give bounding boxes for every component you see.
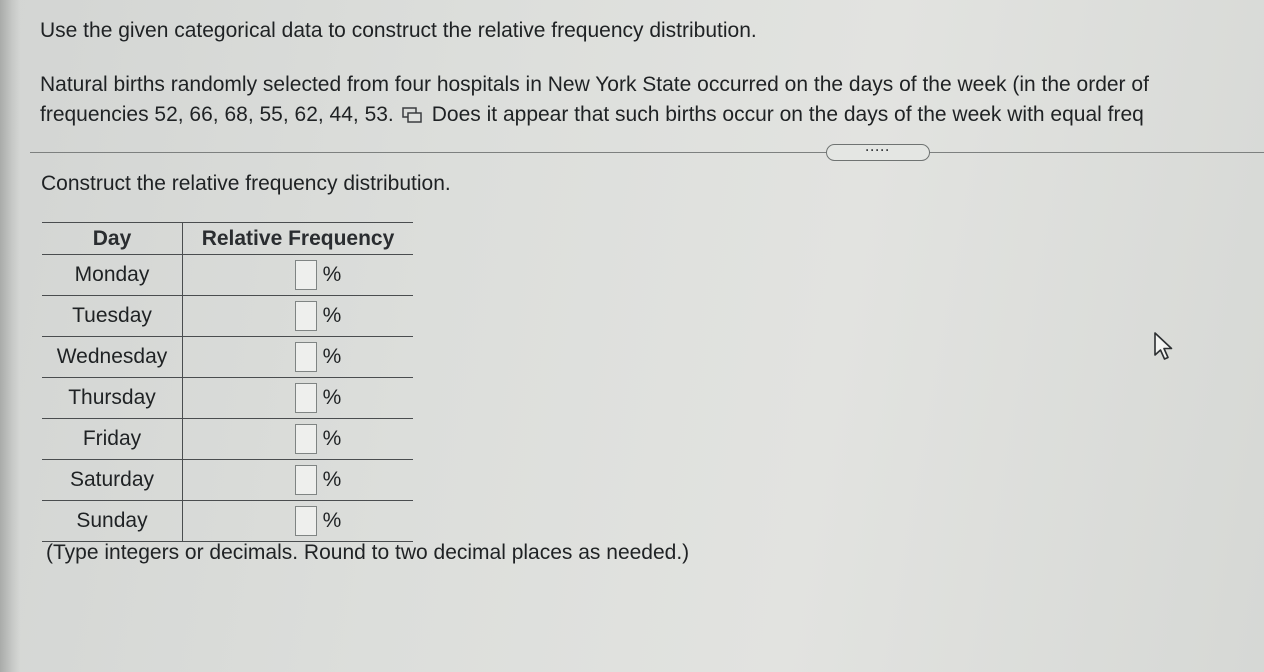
problem-question-text: Does it appear that such births occur on the days of the week with equal freq — [431, 103, 1144, 126]
section-divider — [30, 152, 1264, 153]
table-header-row — [42, 223, 413, 255]
problem-statement — [40, 70, 1264, 130]
answer-input-sunday[interactable] — [295, 506, 317, 536]
table-row — [42, 255, 413, 296]
frequency-cell — [183, 501, 414, 542]
header-relative-frequency: Relative Frequency — [183, 223, 414, 255]
percent-label: % — [322, 263, 342, 286]
day-cell: Thursday — [42, 378, 183, 419]
percent-label: % — [322, 468, 342, 491]
problem-line-2 — [40, 100, 1264, 130]
percent-label: % — [322, 509, 342, 532]
mouse-pointer-icon — [1152, 331, 1178, 361]
frequency-cell — [183, 460, 414, 501]
frequency-cell — [183, 378, 414, 419]
rounding-note: (Type integers or decimals. Round to two decimal places as needed.) — [46, 541, 690, 564]
frequency-cell — [183, 296, 414, 337]
copy-data-icon[interactable] — [402, 107, 422, 123]
frequency-cell — [183, 419, 414, 460]
answer-input-thursday[interactable] — [295, 383, 317, 413]
frequency-cell — [183, 255, 414, 296]
problem-line-1: Natural births randomly selected from four hospitals in New York State occurred on the days of the week (in the order of — [40, 73, 1149, 96]
table-row — [42, 460, 413, 501]
percent-label: % — [322, 345, 342, 368]
answer-input-wednesday[interactable] — [295, 342, 317, 372]
day-cell: Monday — [42, 255, 183, 296]
answer-input-tuesday[interactable] — [295, 301, 317, 331]
header-day: Day — [42, 223, 183, 255]
day-cell: Saturday — [42, 460, 183, 501]
answer-input-monday[interactable] — [295, 260, 317, 290]
day-cell: Sunday — [42, 501, 183, 542]
percent-label: % — [322, 304, 342, 327]
relative-frequency-table — [42, 222, 413, 542]
answer-input-friday[interactable] — [295, 424, 317, 454]
subprompt-text: Construct the relative frequency distribution. — [41, 172, 451, 195]
day-cell: Friday — [42, 419, 183, 460]
table-row — [42, 419, 413, 460]
day-cell: Tuesday — [42, 296, 183, 337]
screen-edge — [0, 0, 20, 672]
percent-label: % — [322, 386, 342, 409]
day-cell: Wednesday — [42, 337, 183, 378]
problem-frequencies-text: frequencies 52, 66, 68, 55, 62, 44, 53. — [40, 103, 394, 126]
answer-input-saturday[interactable] — [295, 465, 317, 495]
table-row — [42, 296, 413, 337]
instruction-text: Use the given categorical data to construct the relative frequency distribution. — [40, 19, 757, 42]
expand-button[interactable]: ····· — [826, 144, 930, 161]
table-row — [42, 378, 413, 419]
table-row — [42, 501, 413, 542]
table-row — [42, 337, 413, 378]
frequency-cell — [183, 337, 414, 378]
percent-label: % — [322, 427, 342, 450]
